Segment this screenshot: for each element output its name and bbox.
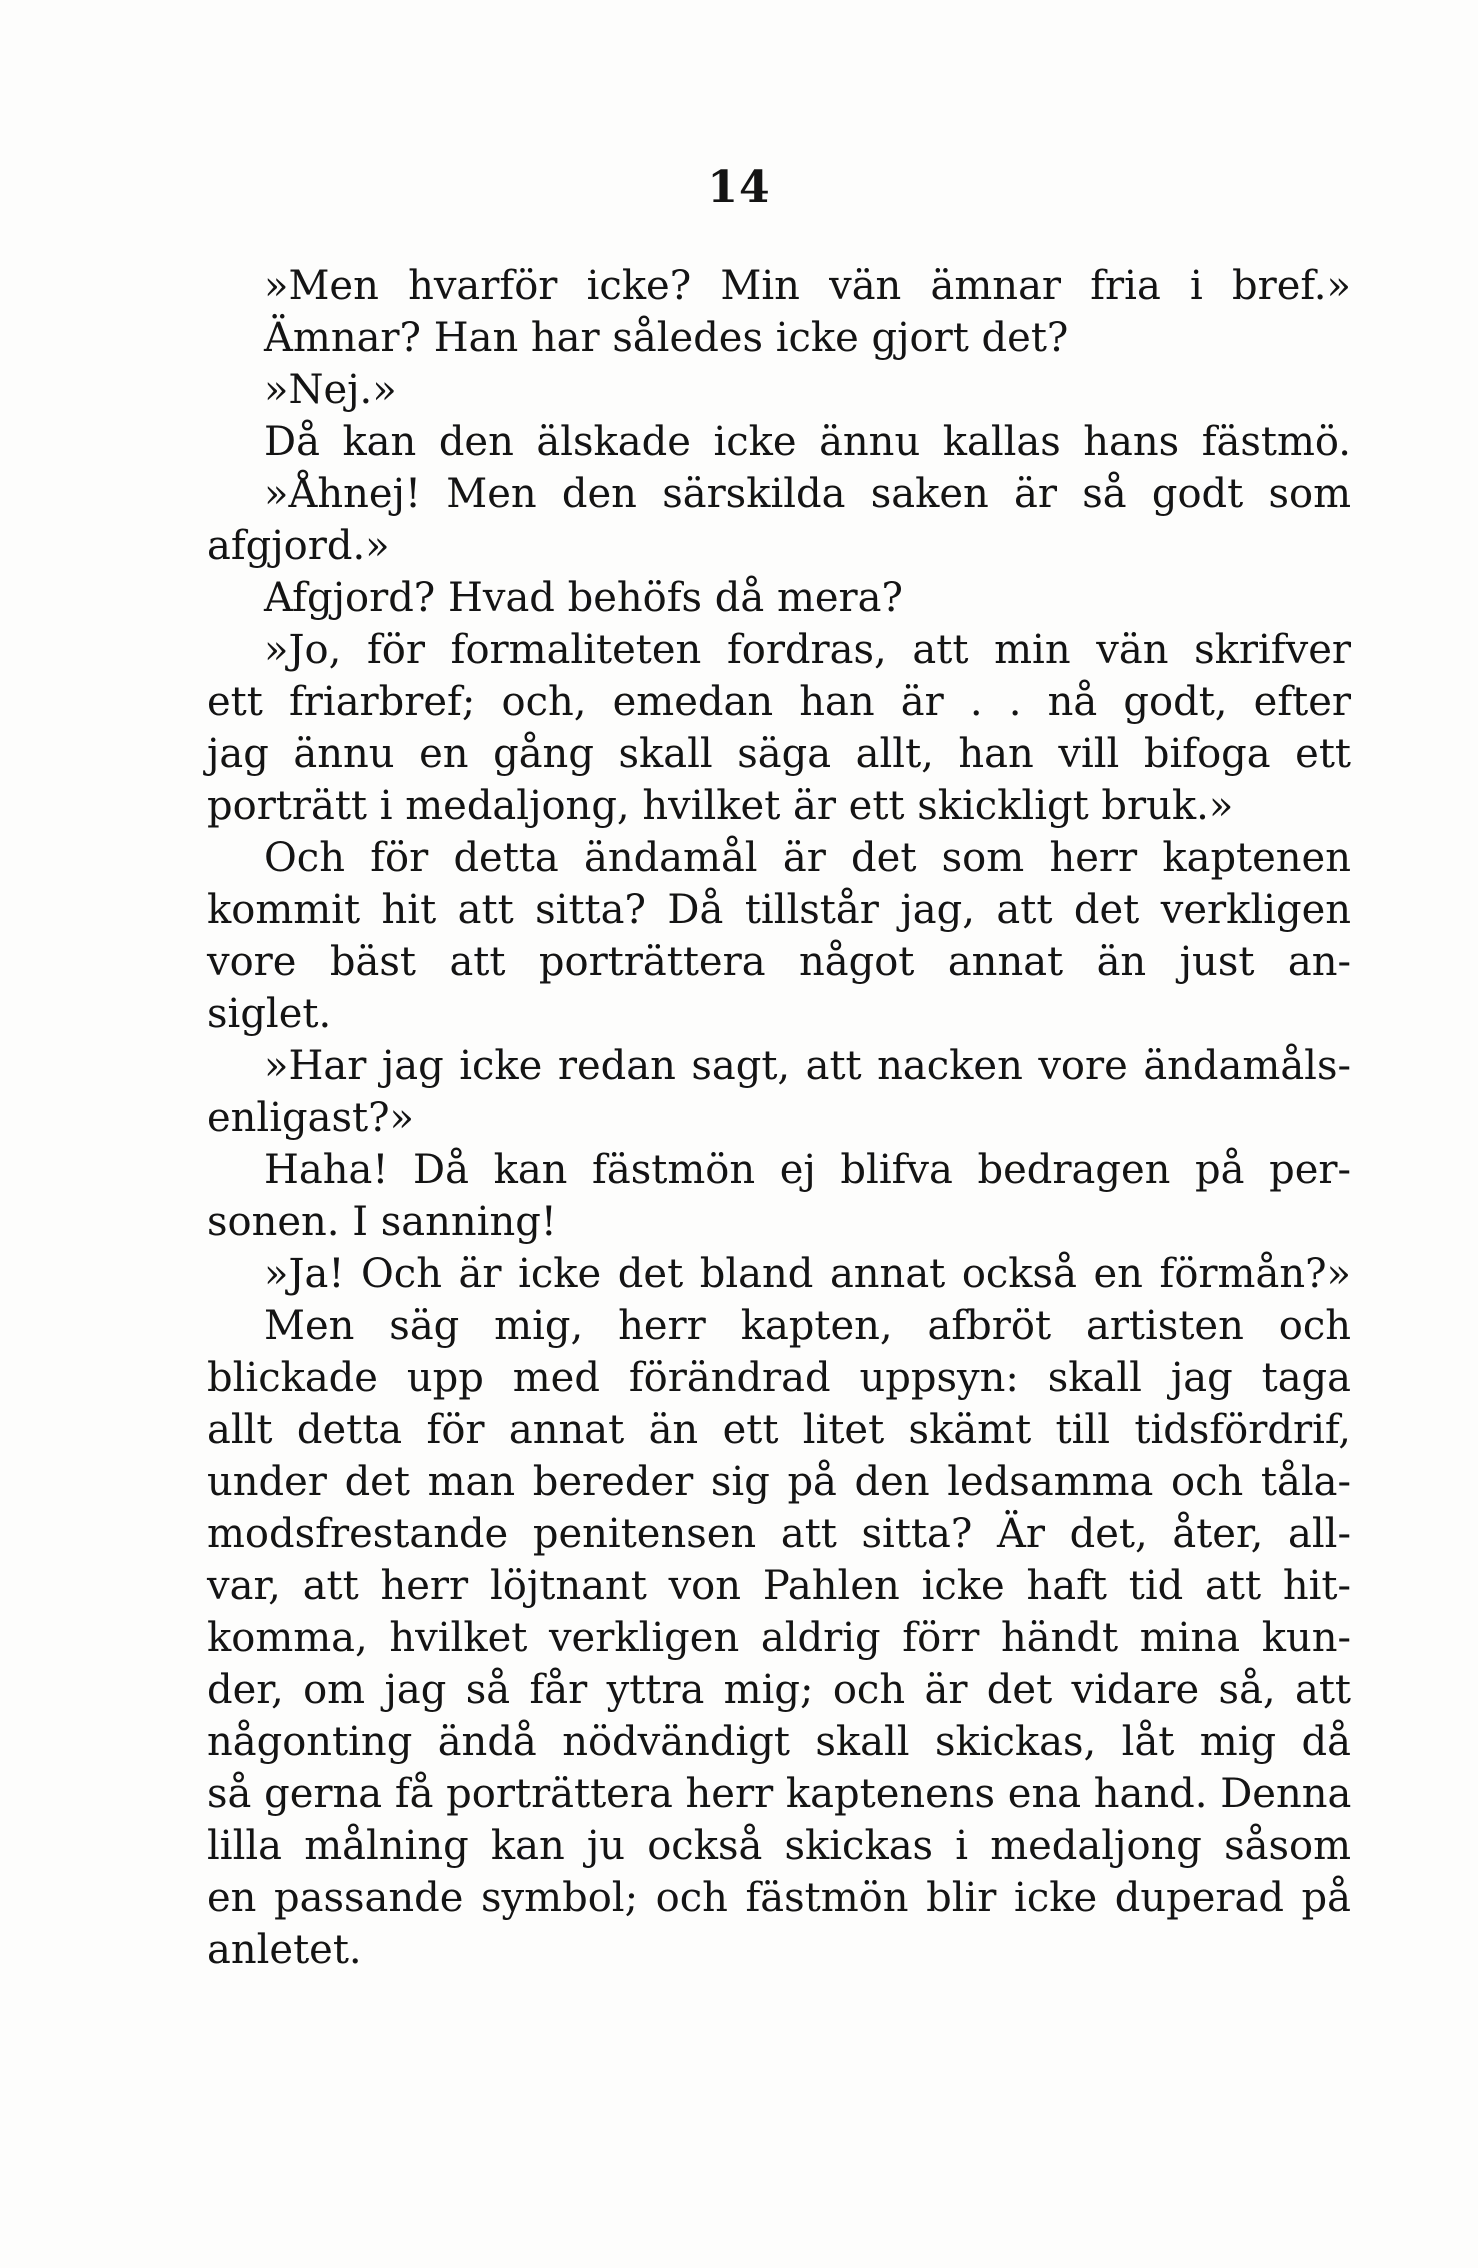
text-line: »Men hvarför icke? Min vän ämnar fria i bref.» [264,263,1351,309]
text-line: allt detta för annat än ett litet skämt till tidsfördrif, [207,1407,1351,1453]
text-line: siglet. [207,991,332,1037]
text-line: vore bäst att porträttera något annat än just an- [207,939,1351,985]
text-line: någonting ändå nödvändigt skall skickas, låt mig då [207,1719,1351,1765]
text-line: der, om jag så får yttra mig; och är det vidare så, att [207,1667,1351,1713]
text-line: komma, hvilket verkligen aldrig förr händt mina kun- [207,1615,1351,1661]
text-line: så gerna få porträttera herr kaptenens ena hand. Denna [207,1771,1352,1817]
text-line: Ämnar? Han har således icke gjort det? [264,315,1069,361]
text-line: lilla målning kan ju också skickas i medaljong såsom [207,1823,1351,1869]
text-line: »Jo, för formaliteten fordras, att min vän skrifver [264,627,1351,673]
text-line: anletet. [207,1927,362,1973]
text-line: afgjord.» [207,523,390,569]
text-line: enligast?» [207,1095,414,1141]
text-line: »Åhnej! Men den särskilda saken är så godt som [264,471,1351,517]
text-line: ett friarbref; och, emedan han är . . nå godt, efter [207,679,1351,725]
text-line: Men säg mig, herr kapten, afbröt artisten och [264,1303,1351,1349]
text-line: modsfrestande penitensen att sitta? Är det, åter, all- [207,1511,1351,1557]
text-line: sonen. I sanning! [207,1199,557,1245]
text-line: »Nej.» [264,367,397,413]
text-line: en passande symbol; och fästmön blir icke duperad på [207,1875,1351,1921]
text-line: »Har jag icke redan sagt, att nacken vore ändamåls- [264,1043,1351,1089]
text-line: Afgjord? Hvad behöfs då mera? [264,575,903,621]
page-number: 14 [707,162,771,213]
text-line: »Ja! Och är icke det bland annat också en förmån?» [264,1251,1351,1297]
text-line: Haha! Då kan fästmön ej blifva bedragen på per- [264,1147,1351,1193]
text-line: Då kan den älskade icke ännu kallas hans fästmö. [264,419,1351,465]
text-line: kommit hit att sitta? Då tillstår jag, att det verkligen [207,887,1351,933]
body-text [207,260,1351,1976]
text-line: jag ännu en gång skall säga allt, han vill bifoga ett [207,731,1351,777]
text-line: porträtt i medaljong, hvilket är ett skickligt bruk.» [207,783,1234,829]
text-line: blickade upp med förändrad uppsyn: skall jag taga [207,1355,1351,1401]
text-line: var, att herr löjtnant von Pahlen icke haft tid att hit- [207,1563,1351,1609]
text-line: under det man bereder sig på den ledsamma och tåla- [207,1459,1351,1505]
text-line: Och för detta ändamål är det som herr kaptenen [264,835,1351,881]
